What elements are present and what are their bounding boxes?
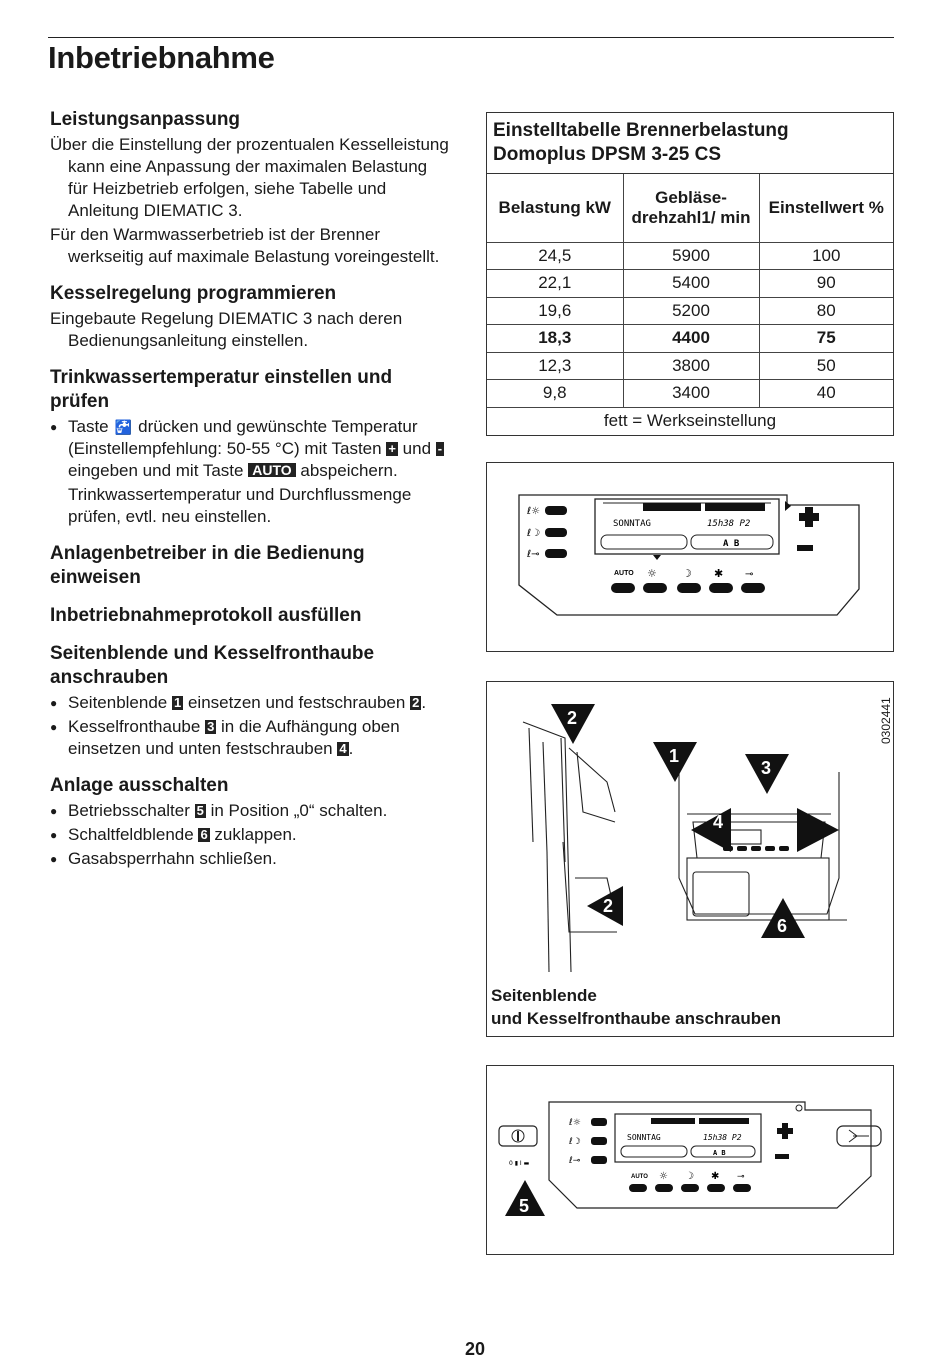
svg-text:☽: ☽ <box>685 1171 694 1182</box>
control-panel-drawing <box>487 463 893 651</box>
lcd-time: 15h38 P2 <box>707 519 751 529</box>
table-row <box>487 380 893 408</box>
svg-text:⊸: ⊸ <box>745 569 754 580</box>
bottom-keys <box>629 1171 751 1192</box>
minus-key-icon <box>797 545 813 551</box>
control-panel-figure <box>486 462 894 652</box>
section-kesselregelung <box>50 282 450 352</box>
lcd-display <box>615 1114 761 1162</box>
table-cell: 100 <box>759 242 893 270</box>
table-cell: 75 <box>759 325 893 353</box>
table-header-row <box>487 174 893 242</box>
bottom-keys <box>611 567 765 593</box>
svg-text:☼: ☼ <box>647 567 657 580</box>
svg-text:ℓ⊸: ℓ⊸ <box>527 549 540 560</box>
callout-number: 6 <box>200 827 208 842</box>
auto-label: AUTO <box>614 570 634 577</box>
indented-note: Trinkwassertemperatur und Durchflussmenge prüfen, evtl. neu einstellen. <box>68 485 412 526</box>
section-heading: Seitenblende und Kesselfronthaube anschrauben <box>50 643 375 688</box>
marker-4-left: 4 <box>713 812 724 832</box>
svg-text:ℓ☽: ℓ☽ <box>569 1137 581 1147</box>
bullet-item <box>50 692 450 714</box>
switch-panel-drawing <box>487 1066 893 1254</box>
mode-keys <box>527 506 567 560</box>
bullet-item <box>50 716 450 760</box>
assembly-drawing <box>487 682 893 972</box>
switch-label: 0 ▮ I ▬ <box>509 1160 530 1167</box>
bullet-text: Kesselfronthaube <box>68 717 201 736</box>
bullet-text: in die Aufhängung oben einsetzen und unten festschrauben <box>68 717 400 758</box>
auto-label: AUTO <box>631 1174 648 1180</box>
table-footer-row <box>487 407 893 435</box>
minus-key-icon <box>775 1154 789 1159</box>
table-cell: 90 <box>759 270 893 298</box>
table-title-line: Domoplus DPSM 3-25 CS <box>493 144 722 165</box>
table-title-line: Einstelltabelle Brennerbelastung <box>493 120 789 141</box>
marker-6: 6 <box>777 916 788 936</box>
table-cell: 50 <box>759 352 893 380</box>
marker-4-right: 4 <box>809 792 820 812</box>
table-cell: 3400 <box>623 380 759 408</box>
bullet-text: einsetzen und festschrauben <box>187 693 406 712</box>
section-leistungsanpassung <box>50 108 450 268</box>
paragraph: Eingebaute Regelung DIEMATIC 3 nach deren Bedienungsanleitung einstellen. <box>50 309 403 350</box>
bullet-item <box>50 824 450 846</box>
lcd-display <box>595 499 791 560</box>
column-header: Belastung kW <box>487 174 623 242</box>
svg-text:✱: ✱ <box>714 567 724 580</box>
bullet-text: Taste <box>68 417 109 436</box>
section-einweisen <box>50 542 450 590</box>
auto-key-icon: AUTO <box>248 463 295 477</box>
paragraph: Über die Einstellung der prozentualen Kesselleistung kann eine Anpassung der maximalen Belastung für Heizbetrieb erfolgen, siehe Tabelle und Anleitung DIEMATIC 3. <box>50 135 449 220</box>
column-header: Einstellwert % <box>759 174 893 242</box>
callout-number: 1 <box>174 695 182 710</box>
lcd-ab: A B <box>723 539 740 549</box>
svg-text:ℓ☼: ℓ☼ <box>527 506 541 517</box>
bullet-text: und <box>402 439 432 458</box>
plus-key-icon <box>799 507 819 527</box>
column-header: Gebläse-drehzahl1/ min <box>623 174 759 242</box>
bullet-text: Seitenblende <box>68 693 168 712</box>
section-protokoll <box>50 604 450 628</box>
table-row <box>487 352 893 380</box>
table-cell: 4400 <box>623 325 759 353</box>
bullet-text: zuklappen. <box>214 825 297 844</box>
marker-2-bottom: 2 <box>603 896 614 916</box>
table-cell: 19,6 <box>487 297 623 325</box>
section-heading: Anlagenbetreiber in die Bedienung einweisen <box>50 543 365 588</box>
figure-caption <box>491 984 781 1030</box>
svg-text:☽: ☽ <box>682 567 692 580</box>
bullet-item: ● Gasabsperrhahn schließen. <box>50 848 450 870</box>
table-row <box>487 297 893 325</box>
callout-number: 4 <box>339 741 347 756</box>
marker-1: 1 <box>669 746 680 766</box>
svg-text:✱: ✱ <box>711 1171 720 1182</box>
bullet-text: in Position „0“ schalten. <box>210 801 388 820</box>
callout-number: 3 <box>207 719 215 734</box>
svg-text:ℓ☽: ℓ☽ <box>527 528 541 539</box>
callout-number: 2 <box>412 695 420 710</box>
callout-markers <box>551 704 839 938</box>
table-cell: 12,3 <box>487 352 623 380</box>
paragraph: Für den Warmwasserbetrieb ist der Brenner werkseitig auf maximale Belastung voreingestellt. <box>50 225 440 266</box>
assembly-figure <box>486 681 894 1037</box>
table-cell: 9,8 <box>487 380 623 408</box>
top-rule <box>48 37 894 38</box>
section-heading: Anlage ausschalten <box>50 775 229 796</box>
section-trinkwasser <box>50 366 450 528</box>
plus-key-icon: + <box>388 441 396 456</box>
marker-3: 3 <box>761 758 772 778</box>
switch-panel-figure <box>486 1065 894 1255</box>
section-heading: Trinkwassertemperatur einstellen und prüfen <box>50 367 393 412</box>
bullet-text: abspeichern. <box>300 461 398 480</box>
callout-number: 5 <box>196 803 204 818</box>
bullet-text: . <box>348 739 354 758</box>
figure-code: 0302441 <box>879 697 893 744</box>
minus-key-icon: - <box>437 441 443 456</box>
table-cell: 3800 <box>623 352 759 380</box>
burner-settings-table <box>486 112 894 436</box>
svg-text:ℓ☼: ℓ☼ <box>569 1118 581 1128</box>
svg-text:⊸: ⊸ <box>737 1172 745 1182</box>
bullet-text: . <box>421 693 427 712</box>
bullet-text: drücken und gewünschte Temperatur (Einstellempfehlung: 50-55 °C) mit Tasten <box>68 417 418 458</box>
dhw-tap-icon: 🚰 <box>114 419 133 435</box>
bullet-item <box>50 800 450 822</box>
bullet-text: eingeben und mit Taste <box>68 461 244 480</box>
table-cell: 80 <box>759 297 893 325</box>
lcd-day: SONNTAG <box>627 1133 661 1142</box>
bullet-text: Schaltfeldblende <box>68 825 194 844</box>
table-cell: 5900 <box>623 242 759 270</box>
svg-text:ℓ⊸: ℓ⊸ <box>569 1156 581 1166</box>
table-cell: 5400 <box>623 270 759 298</box>
svg-text:☼: ☼ <box>659 1171 668 1182</box>
left-column <box>50 108 450 884</box>
marker-2-top: 2 <box>567 708 578 728</box>
table-row <box>487 242 893 270</box>
section-heading: Kesselregelung programmieren <box>50 283 337 304</box>
lcd-ab: A B <box>713 1149 726 1157</box>
table-cell: 40 <box>759 380 893 408</box>
table-cell: 22,1 <box>487 270 623 298</box>
table-footer: fett = Werkseinstellung <box>487 407 893 435</box>
page-number: 20 <box>464 1339 486 1359</box>
mode-keys <box>568 1118 607 1166</box>
table-row <box>487 270 893 298</box>
table-cell: 5200 <box>623 297 759 325</box>
lcd-day: SONNTAG <box>613 519 651 529</box>
marker-5: 5 <box>519 1196 530 1216</box>
bullet-text: Betriebsschalter <box>68 801 190 820</box>
section-heading: Leistungsanpassung <box>50 109 241 130</box>
table-cell: 18,3 <box>487 325 623 353</box>
page-title: Inbetriebnahme <box>48 40 275 75</box>
section-ausschalten <box>50 774 450 870</box>
caption-line: Seitenblende <box>491 986 597 1005</box>
table-row-factory-default <box>487 325 893 353</box>
table-title <box>487 113 893 174</box>
lcd-time: 15h38 P2 <box>703 1133 742 1142</box>
table-cell: 24,5 <box>487 242 623 270</box>
section-heading: Inbetriebnahmeprotokoll ausfüllen <box>50 605 362 626</box>
section-seitenblende <box>50 642 450 760</box>
plus-key-icon <box>777 1123 793 1139</box>
settings-table <box>487 174 893 435</box>
caption-line: und Kesselfronthaube anschrauben <box>491 1009 781 1028</box>
bullet-item <box>50 416 450 482</box>
